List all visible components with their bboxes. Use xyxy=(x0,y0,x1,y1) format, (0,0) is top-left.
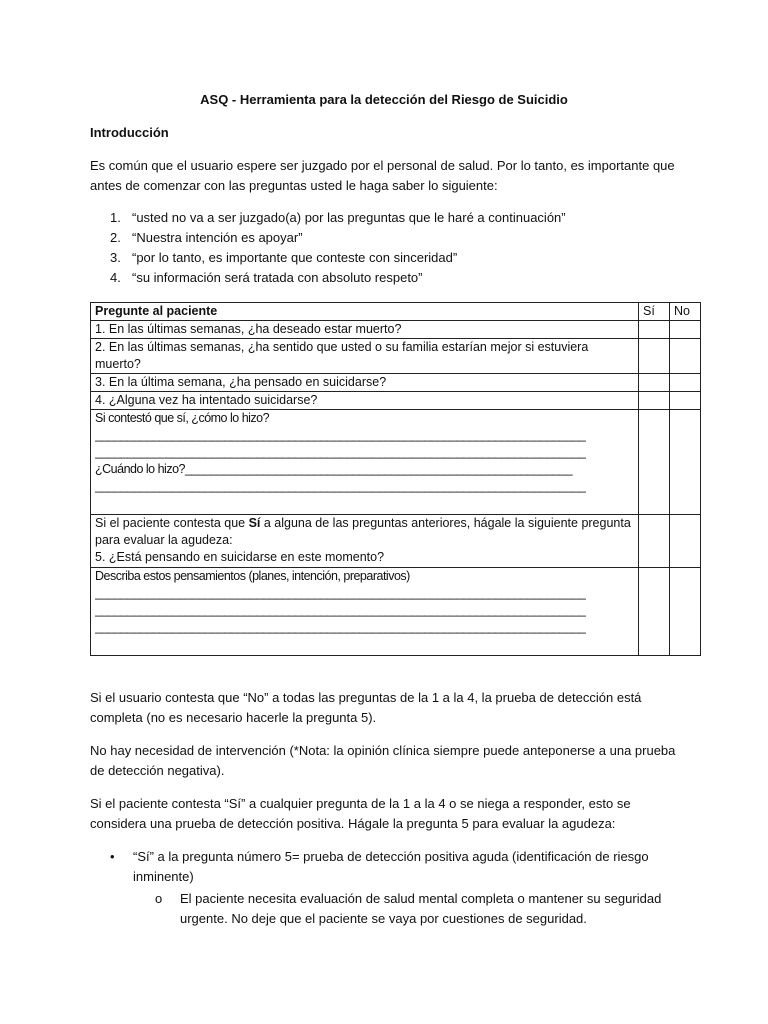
list-item: o El paciente necesita evaluación de salud mental completa o mantener su seguridad urgente. No deje que el paciente se vaya por cuestiones de seguridad. xyxy=(155,889,670,929)
hollow-bullet-icon: o xyxy=(155,891,163,906)
answer-no-cell[interactable] xyxy=(670,515,701,568)
list-item: 4. “su información será tratada con absoluto respeto” xyxy=(110,270,423,285)
intro-heading: Introducción xyxy=(90,125,169,140)
question-2: 2. En las últimas semanas, ¿ha sentido que usted o su familia estarían mejor si estuviera muerto? xyxy=(91,339,639,374)
question-3: 3. En la última semana, ¿ha pensado en suicidarse? xyxy=(91,374,639,392)
answer-line[interactable]: ____________________________________________________________________________ xyxy=(95,620,586,634)
header-yes: Sí xyxy=(639,303,670,321)
answer-yes-cell[interactable] xyxy=(639,339,670,374)
intro-numbered-list xyxy=(110,208,566,288)
paragraph-positive-screen: Si el paciente contesta “Sí” a cualquier pregunta de la 1 a la 4 o se niega a responder, esto se considera una prueba de detección positiva. Hágale la pregunta 5 para evaluar la agudeza: xyxy=(90,796,631,831)
answer-yes-cell[interactable] xyxy=(639,410,670,515)
answer-no-cell[interactable] xyxy=(670,374,701,392)
answer-line[interactable]: ____________________________________________________________________________ xyxy=(95,428,586,442)
answer-line[interactable]: ____________________________________________________________________________ xyxy=(95,603,586,617)
answer-no-cell[interactable] xyxy=(670,321,701,339)
header-no: No xyxy=(670,303,701,321)
table-row xyxy=(91,339,701,374)
list-item: 3. “por lo tanto, es importante que conteste con sinceridad” xyxy=(110,250,458,265)
table-row xyxy=(91,392,701,410)
table-row xyxy=(91,568,701,656)
answer-line[interactable]: ____________________________________________________________________________ xyxy=(95,586,586,600)
answer-line[interactable]: ____________________________________________________________________________ xyxy=(95,445,586,459)
table-row xyxy=(91,410,701,515)
question-4: 4. ¿Alguna vez ha intentado suicidarse? xyxy=(91,392,639,410)
list-item: 1. “usted no va a ser juzgado(a) por las preguntas que le haré a continuación” xyxy=(110,210,566,225)
bullet-list xyxy=(110,847,670,929)
answer-yes-cell[interactable] xyxy=(639,392,670,410)
list-item: • “Sí” a la pregunta número 5= prueba de detección positiva aguda (identificación de riesgo inminente) xyxy=(110,847,670,887)
question-1: 1. En las últimas semanas, ¿ha deseado estar muerto? xyxy=(91,321,639,339)
table-row xyxy=(91,374,701,392)
answer-no-cell[interactable] xyxy=(670,410,701,515)
describe-prompt: Describa estos pensamientos (planes, intención, preparativos) xyxy=(95,569,410,583)
answer-yes-cell[interactable] xyxy=(639,515,670,568)
paragraph-no-intervention: No hay necesidad de intervención (*Nota: la opinión clínica siempre puede anteponerse a una prueba de detección negativa). xyxy=(90,743,676,778)
list-item: 2. “Nuestra intención es apoyar” xyxy=(110,230,303,245)
answer-line[interactable]: ____________________________________________________________ xyxy=(184,462,573,476)
how-prompt: Si contestó que sí, ¿cómo lo hizo? xyxy=(95,411,270,425)
paragraph-negative-screen: Si el usuario contesta que “No” a todas las preguntas de la 1 a la 4, la prueba de detección está completa (no es necesario hacerle la pregunta 5). xyxy=(90,690,642,725)
header-question: Pregunte al paciente xyxy=(91,303,639,321)
document-title: ASQ - Herramienta para la detección del Riesgo de Suicidio xyxy=(200,92,568,107)
table-row xyxy=(91,515,701,568)
answer-yes-cell[interactable] xyxy=(639,321,670,339)
when-prompt: ¿Cuándo lo hizo? xyxy=(95,462,185,476)
bullet-icon: • xyxy=(110,849,115,864)
question-5: 5. ¿Está pensando en suicidarse en este momento? xyxy=(95,550,385,564)
table-header-row xyxy=(91,303,701,321)
screening-table xyxy=(90,302,701,656)
answer-yes-cell[interactable] xyxy=(639,568,670,656)
answer-no-cell[interactable] xyxy=(670,392,701,410)
answer-line[interactable]: ____________________________________________________________________________ xyxy=(95,479,586,493)
table-row xyxy=(91,321,701,339)
answer-no-cell[interactable] xyxy=(670,568,701,656)
intro-paragraph: Es común que el usuario espere ser juzgado por el personal de salud. Por lo tanto, es importante que antes de comenzar con las preguntas usted le haga saber lo siguiente: xyxy=(90,158,675,193)
answer-no-cell[interactable] xyxy=(670,339,701,374)
q5-instruction: Si el paciente contesta que Sí a alguna de las preguntas anteriores, hágale la siguiente pregunta para evaluar la agudeza: xyxy=(95,516,631,547)
answer-yes-cell[interactable] xyxy=(639,374,670,392)
